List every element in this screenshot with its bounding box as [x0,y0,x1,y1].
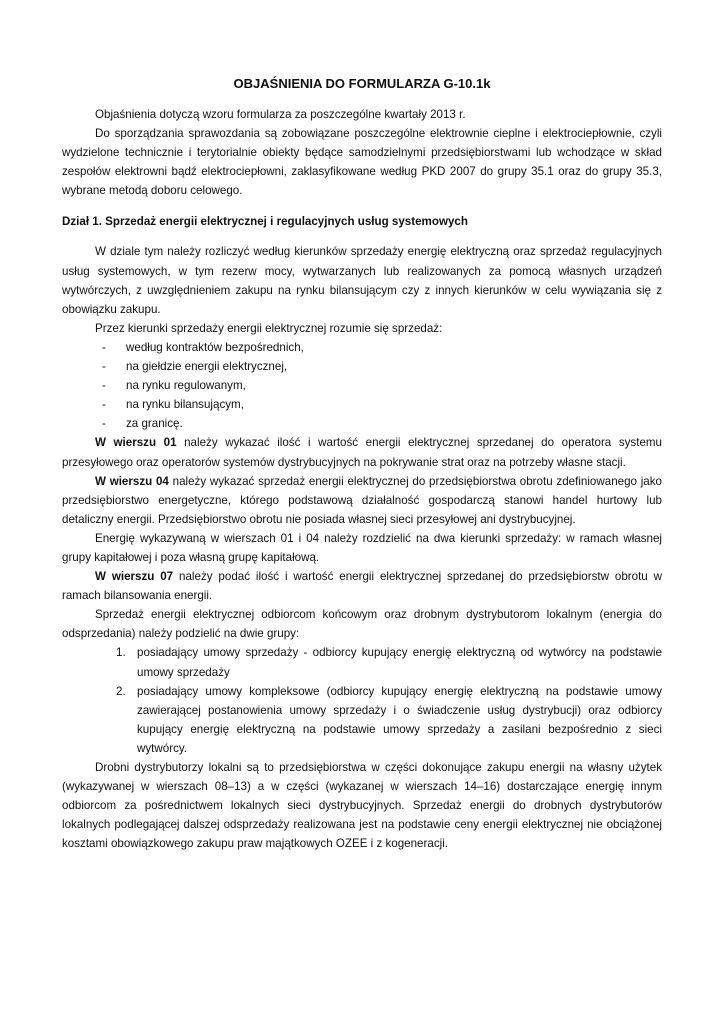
row-01-paragraph [62,433,662,471]
document-body [62,76,662,853]
row-01-text: należy wykazać ilość i wartość energii elektrycznej sprzedanej do operatora systemu przesyłowego oraz operatorów systemów dystrybucyjnych na pokrywanie strat oraz na potrzeby własne stacji. [62,436,662,469]
list-item [116,682,662,758]
row-04-text: należy wykazać sprzedaż energii elektrycznej do przedsiębiorstwa obrotu zdefiniowanego jako przedsiębiorstwo energetyczne, którego podstawową działalność gospodarczą stanowi handel hurtowy lub detaliczny energii. Przedsiębiorstwo obrotu nie posiada własnej sieci przesyłowej ani dystrybucyjnej. [62,474,663,526]
row-04-label: W wierszu 04 [95,474,169,488]
last-paragraph: Drobni dystrybutorzy lokalni są to przedsiębiorstwa w części dokonujące zakupu energii na własny użytek (wykazywanej w wierszach 08–13) a w części (wykazanej w wierszach 14–16) dostarczające energię innym odbiorcom za pośrednictwem lokalnych sieci dystrybucyjnych. Sprzedaż energii do drobnych dystrybutorów lokalnych podlegającej dalszej odsprzedaży realizowana jest na podstawie ceny energii elektrycznej nie obciążonej kosztami obowiązkowego zakupu praw majątkowych OZEE i z kogeneracji. [62,761,662,851]
section-1-paragraph-1: W dziale tym należy rozliczyć według kierunków sprzedaży energię elektryczną oraz sprzedaż regulacyjnych usług systemowych, w tym rezerw mocy, wytwarzanych lub realizowanych za pomocą własnych urządzeń wytwórczych, z uwzględnieniem zakupu na rynku bilansującym czy z innych kierunków w celu wywiązania się z obowiązku zakupu. [62,245,662,316]
list-item: - na rynku bilansującym, [102,395,662,414]
list-item: - za granicę. [102,414,662,433]
list-item [116,643,662,681]
row-04-paragraph [62,472,662,529]
list-item: - na rynku regulowanym, [102,376,662,395]
list-item: - na giełdzie energii elektrycznej, [102,357,662,376]
list-item: - według kontraktów bezpośrednich, [102,338,662,357]
document-title: OBJAŚNIENIA DO FORMULARZA G-10.1k [233,76,491,91]
list-number: 1. [116,646,126,660]
groups-paragraph: Sprzedaż energii elektrycznej odbiorcom końcowym oraz drobnym dystrybutorom lokalnym (energia do odsprzedania) należy podzielić na dwie grupy: [62,608,662,641]
row-07-paragraph [62,567,662,605]
intro-paragraph-2: Do sporządzania sprawozdania są zobowiązane poszczególne elektrownie cieplne i elektrociepłownie, czyli wydzielone technicznie i terytorialnie obiekty będące samodzielnymi przedsiębiorstwami lub wchodzące w skład zespołów elektrowni bądź elektrociepłowni, zaklasyfikowane według PKD 2007 do grupy 35.1 oraz do grupy 35.3, wybrane metodą doboru celowego. [62,127,662,198]
section-1-paragraph-2: Przez kierunki sprzedaży energii elektrycznej rozumie się sprzedaż: [95,321,443,335]
row-07-text: należy podać ilość i wartość energii elektrycznej sprzedanej do przedsiębiorstw obrotu w ramach bilansowania energii. [62,570,662,603]
customer-groups-list [62,643,662,758]
row-01-label: W wierszu 01 [95,436,177,450]
list-item-text: posiadający umowy kompleksowe (odbiorcy kupujący energię elektryczną na podstawie umowy zawierającej postanowienia umowy sprzedaży i o świadczenie usług dystrybucji) oraz odbiorcy kupujący energię elektryczną na podstawie umowy sprzedaży a zasilani bezpośrednio z sieci wytwórcy. [137,684,662,755]
intro-paragraph-1: Objaśnienia dotyczą wzoru formularza za poszczególne kwartały 2013 r. [95,108,466,121]
split-paragraph: Energię wykazywaną w wierszach 01 i 04 należy rozdzielić na dwa kierunki sprzedaży: w ramach własnej grupy kapitałowej i poza własną grupę kapitałową. [62,531,662,564]
list-item-text: posiadający umowy sprzedaży - odbiorcy kupujący energię elektryczną od wytwórcy na podstawie umowy sprzedaży [137,646,662,679]
row-07-label: W wierszu 07 [95,570,174,584]
list-number: 2. [116,684,126,698]
section-1-heading: Dział 1. Sprzedaż energii elektrycznej i regulacyjnych usług systemowych [62,215,468,229]
sales-directions-list [62,338,662,433]
